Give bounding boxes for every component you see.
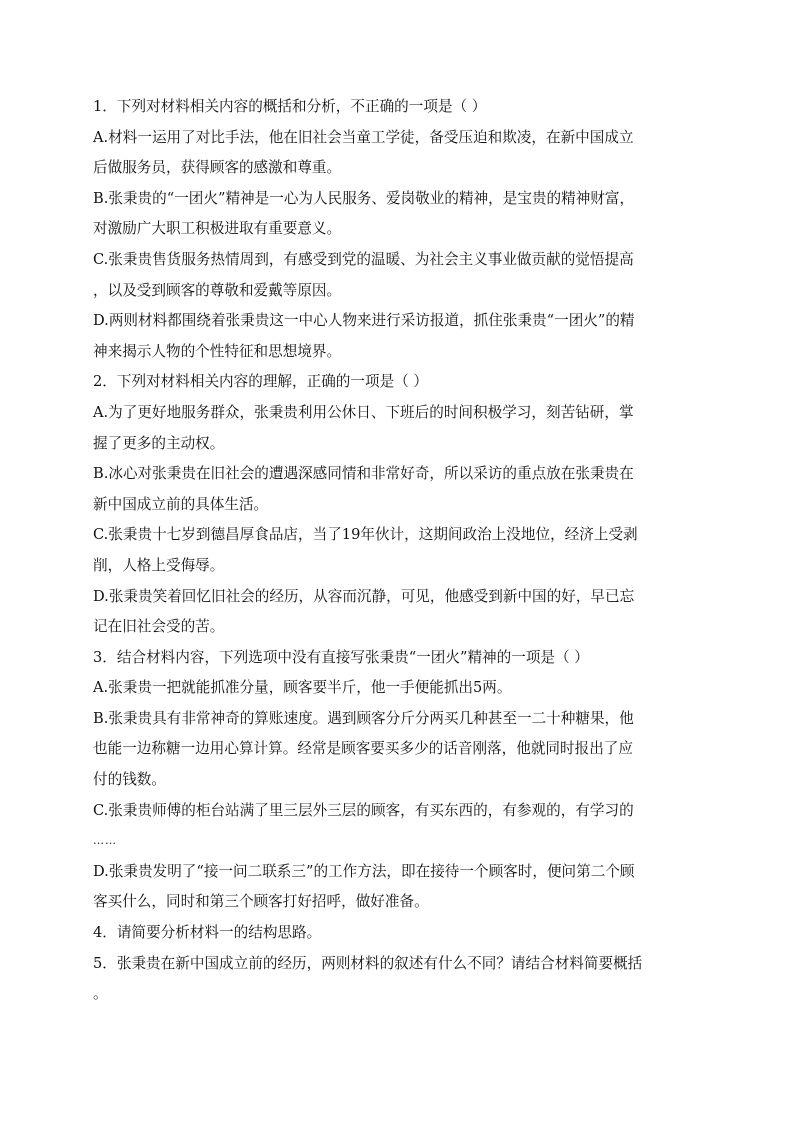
option-line: 神来揭示人物的个性特征和思想境界。 [93, 342, 342, 360]
question-stem-line: 5．张秉贵在新中国成立前的经历，两则材料的叙述有什么不同？请结合材料简要概括 [93, 954, 643, 972]
option-B [93, 704, 697, 796]
option-C [93, 245, 697, 306]
option-line: 也能一边称糖一边用心算计算。经常是顾客要买多少的话音刚落，他就同时报出了应 [93, 740, 633, 758]
question-stem-line: 1．下列对材料相关内容的概括和分析，不正确的一项是（ ） [93, 98, 487, 115]
question-4 [93, 918, 697, 949]
option-A [93, 398, 697, 459]
option-line: C.张秉贵师傅的柜台站满了里三层外三层的顾客，有买东西的，有参观的，有学习的 [93, 801, 634, 819]
option-C [93, 520, 697, 581]
option-A [93, 123, 697, 184]
question-stem-line: 4．请简要分析材料一的结构思路。 [93, 924, 322, 942]
option-line: …… [93, 834, 117, 848]
option-line: 削，人格上受侮辱。 [93, 556, 225, 574]
option-line: 付的钱数。 [93, 771, 166, 789]
option-A [93, 673, 697, 704]
option-line: 记在旧社会受的苦。 [93, 618, 225, 636]
option-line: 客买什么，同时和第三个顾客打好招呼，做好准备。 [93, 893, 429, 911]
option-line: 后做服务员，获得顾客的感激和尊重。 [93, 159, 342, 177]
document-page [93, 92, 697, 1010]
option-line: D.张秉贵笑着回忆旧社会的经历，从容而沉静，可见，他感受到新中国的好，早已忘 [93, 587, 635, 605]
option-line: A.为了更好地服务群众，张秉贵利用公休日、下班后的时间积极学习，刻苦钻研，掌 [93, 403, 634, 421]
option-line: 对激励广大职工积极进取有重要意义。 [93, 220, 342, 238]
question-stem-line: 。 [93, 985, 108, 1003]
question-stem-line: 2．下列对材料相关内容的理解，正确的一项是（ ） [93, 373, 428, 391]
option-line: 新中国成立前的具体生活。 [93, 495, 269, 513]
option-line: ，以及受到顾客的尊敬和爱戴等原因。 [93, 281, 342, 299]
option-line: B.张秉贵具有非常神奇的算账速度。遇到顾客分斤分两买几种甚至一二十种糖果，他 [93, 709, 634, 727]
option-line: B.冰心对张秉贵在旧社会的遭遇深感同情和非常好奇，所以采访的重点放在张秉贵在 [93, 465, 634, 483]
question-5 [93, 949, 697, 1010]
option-line: A.材料一运用了对比手法，他在旧社会当童工学徒，备受压迫和欺凌，在新中国成立 [93, 128, 634, 146]
option-D [93, 306, 697, 367]
question-1 [93, 92, 697, 367]
option-line: A.张秉贵一把就能抓准分量，顾客要半斤，他一手便能抓出5两。 [93, 679, 512, 697]
option-B [93, 184, 697, 245]
option-D [93, 857, 697, 918]
question-2 [93, 367, 697, 642]
option-D [93, 582, 697, 643]
question-stem-line: 3．结合材料内容，下列选项中没有直接写张秉贵“一团火”精神的一项是（ ） [93, 648, 589, 666]
option-line: 握了更多的主动权。 [93, 434, 225, 452]
question-3 [93, 643, 697, 918]
option-line: D.两则材料都围绕着张秉贵这一中心人物来进行采访报道，抓住张秉贵“一团火”的精 [93, 312, 635, 330]
option-line: C.张秉贵售货服务热情周到，有感受到党的温暖、为社会主义事业做贡献的觉悟提高 [93, 250, 634, 268]
option-line: B.张秉贵的“一团火”精神是一心为人民服务、爱岗敬业的精神，是宝贵的精神财富， [93, 189, 635, 207]
option-B [93, 459, 697, 520]
option-line: D.张秉贵发明了“接一问二联系三”的工作方法，即在接待一个顾客时，便问第二个顾 [93, 862, 635, 880]
option-line: C.张秉贵十七岁到德昌厚食品店，当了19年伙计，这期间政治上没地位，经济上受剥 [93, 526, 638, 544]
option-C [93, 796, 697, 857]
